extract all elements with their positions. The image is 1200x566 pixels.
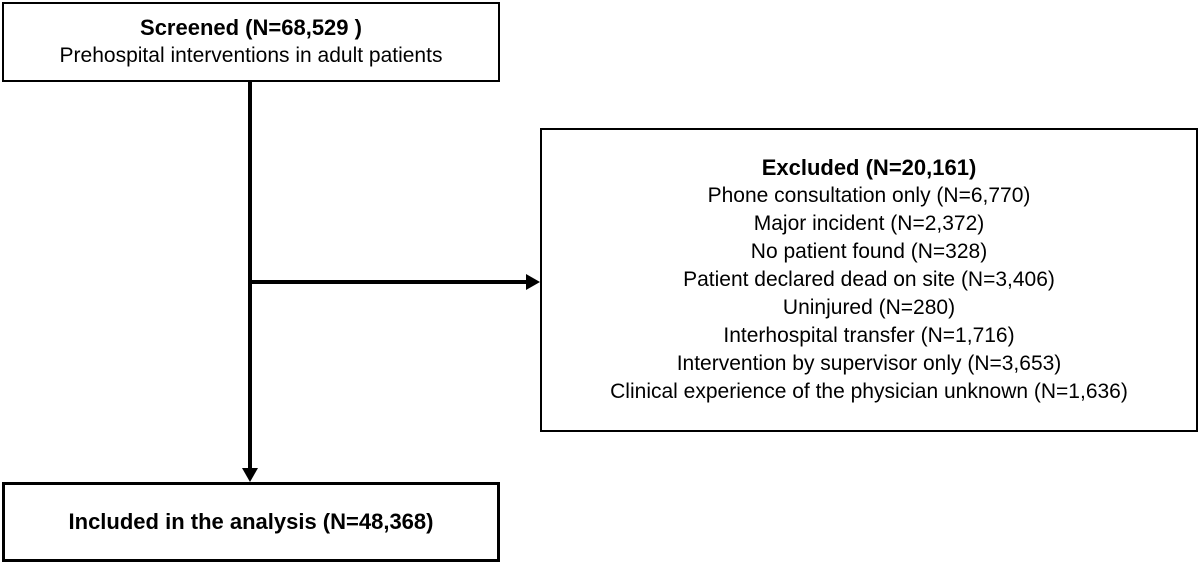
included-box: [2, 482, 500, 562]
excluded-item: Intervention by supervisor only (N=3,653): [676, 352, 1062, 375]
down-arrowhead-icon: [242, 468, 258, 482]
excluded-item: Interhospital transfer (N=1,716): [723, 324, 1015, 347]
excluded-item: Uninjured (N=280): [782, 296, 956, 319]
excluded-item: Patient declared dead on site (N=3,406): [683, 268, 1055, 291]
screened-title: Screened (N=68,529 ): [140, 15, 362, 40]
right-arrowhead-icon: [526, 274, 540, 290]
excluded-title: Excluded (N=20,161): [761, 155, 977, 180]
excluded-item: Major incident (N=2,372): [753, 212, 985, 235]
excluded-box: [540, 128, 1198, 432]
excluded-item: No patient found (N=328): [750, 240, 988, 263]
included-title: Included in the analysis (N=48,368): [68, 509, 434, 534]
excluded-item: Phone consultation only (N=6,770): [707, 184, 1031, 207]
screened-subtitle: Prehospital interventions in adult patients: [59, 44, 443, 67]
excluded-item: Clinical experience of the physician unknown (N=1,636): [610, 380, 1128, 403]
screened-box: [2, 2, 500, 82]
